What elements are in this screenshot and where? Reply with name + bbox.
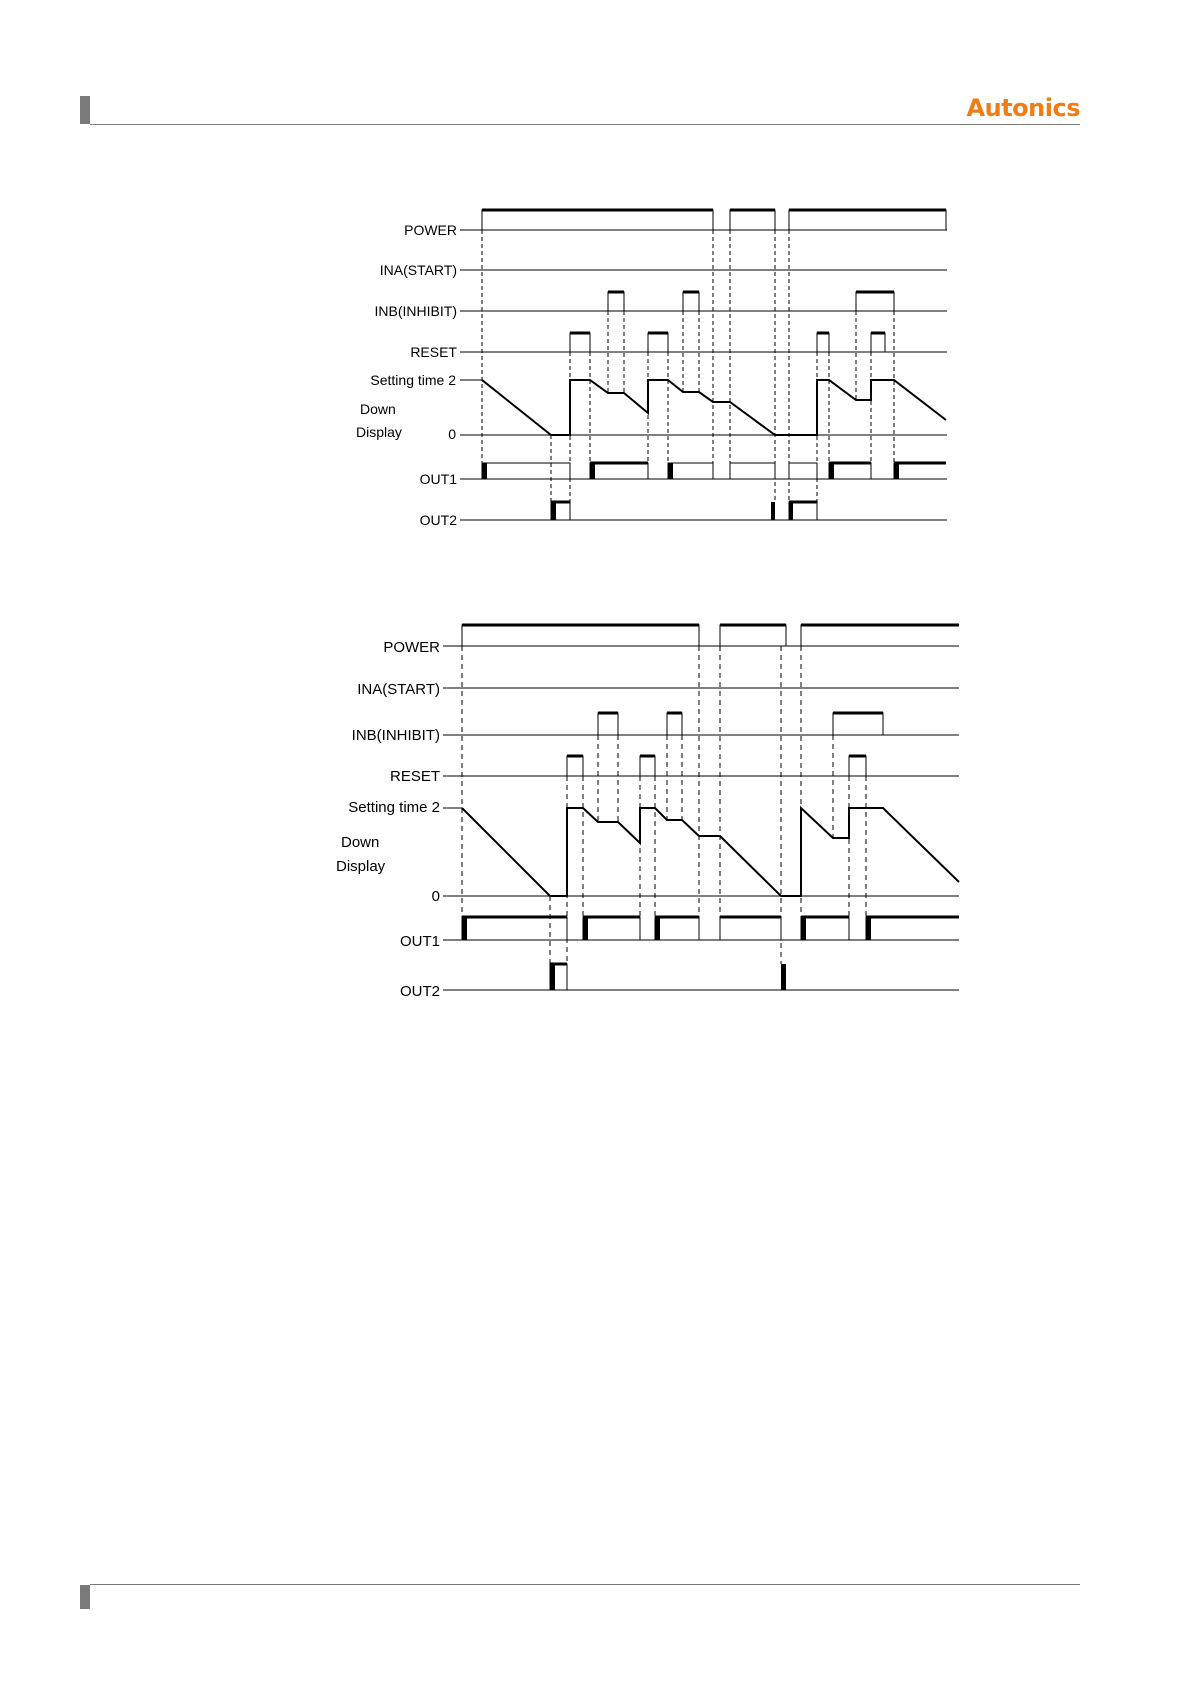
label-reset: RESET [389,768,440,785]
brand-logo: Autonics [966,94,1080,122]
signal-power-bottom [462,625,959,646]
guides-top [482,230,894,502]
signal-out1-bottom [462,917,959,940]
label-setting-time: Setting time 2 [370,372,456,388]
baselines-bottom [443,646,959,990]
label-down: Down [341,834,380,851]
label-power: POWER [404,222,457,238]
signal-power-top [482,210,946,230]
signal-out2-top [551,502,817,520]
label-setting-time: Setting time 2 [348,799,440,816]
label-zero: 0 [431,888,440,905]
label-zero: 0 [448,426,456,442]
label-inb: INB(INHIBIT) [374,303,457,319]
label-power: POWER [383,639,440,656]
timing-diagram-top [356,210,947,528]
label-out1: OUT1 [419,471,457,487]
footer-rule [90,1584,1080,1585]
signal-reset-bottom [567,756,866,776]
label-out2: OUT2 [399,983,440,1000]
baselines-top [460,230,947,520]
label-inb: INB(INHIBIT) [351,727,440,744]
timing-diagram-bottom [336,625,959,1000]
signal-down-display-top [482,380,946,435]
label-display: Display [336,858,386,875]
signal-reset-top [570,333,885,352]
signal-inb-bottom [598,713,883,735]
label-display: Display [356,424,402,440]
signal-out2-bottom [550,964,786,990]
signal-down-display-bottom [462,808,959,896]
page-footer [80,1584,1080,1610]
label-ina: INA(START) [357,681,440,698]
label-out2: OUT2 [419,512,457,528]
signal-inb-top [608,292,894,311]
label-down: Down [360,401,396,417]
signal-out1-top [482,463,946,479]
label-reset: RESET [410,344,457,360]
label-out1: OUT1 [399,933,440,950]
label-ina: INA(START) [379,262,457,278]
footer-marker [80,1585,90,1609]
